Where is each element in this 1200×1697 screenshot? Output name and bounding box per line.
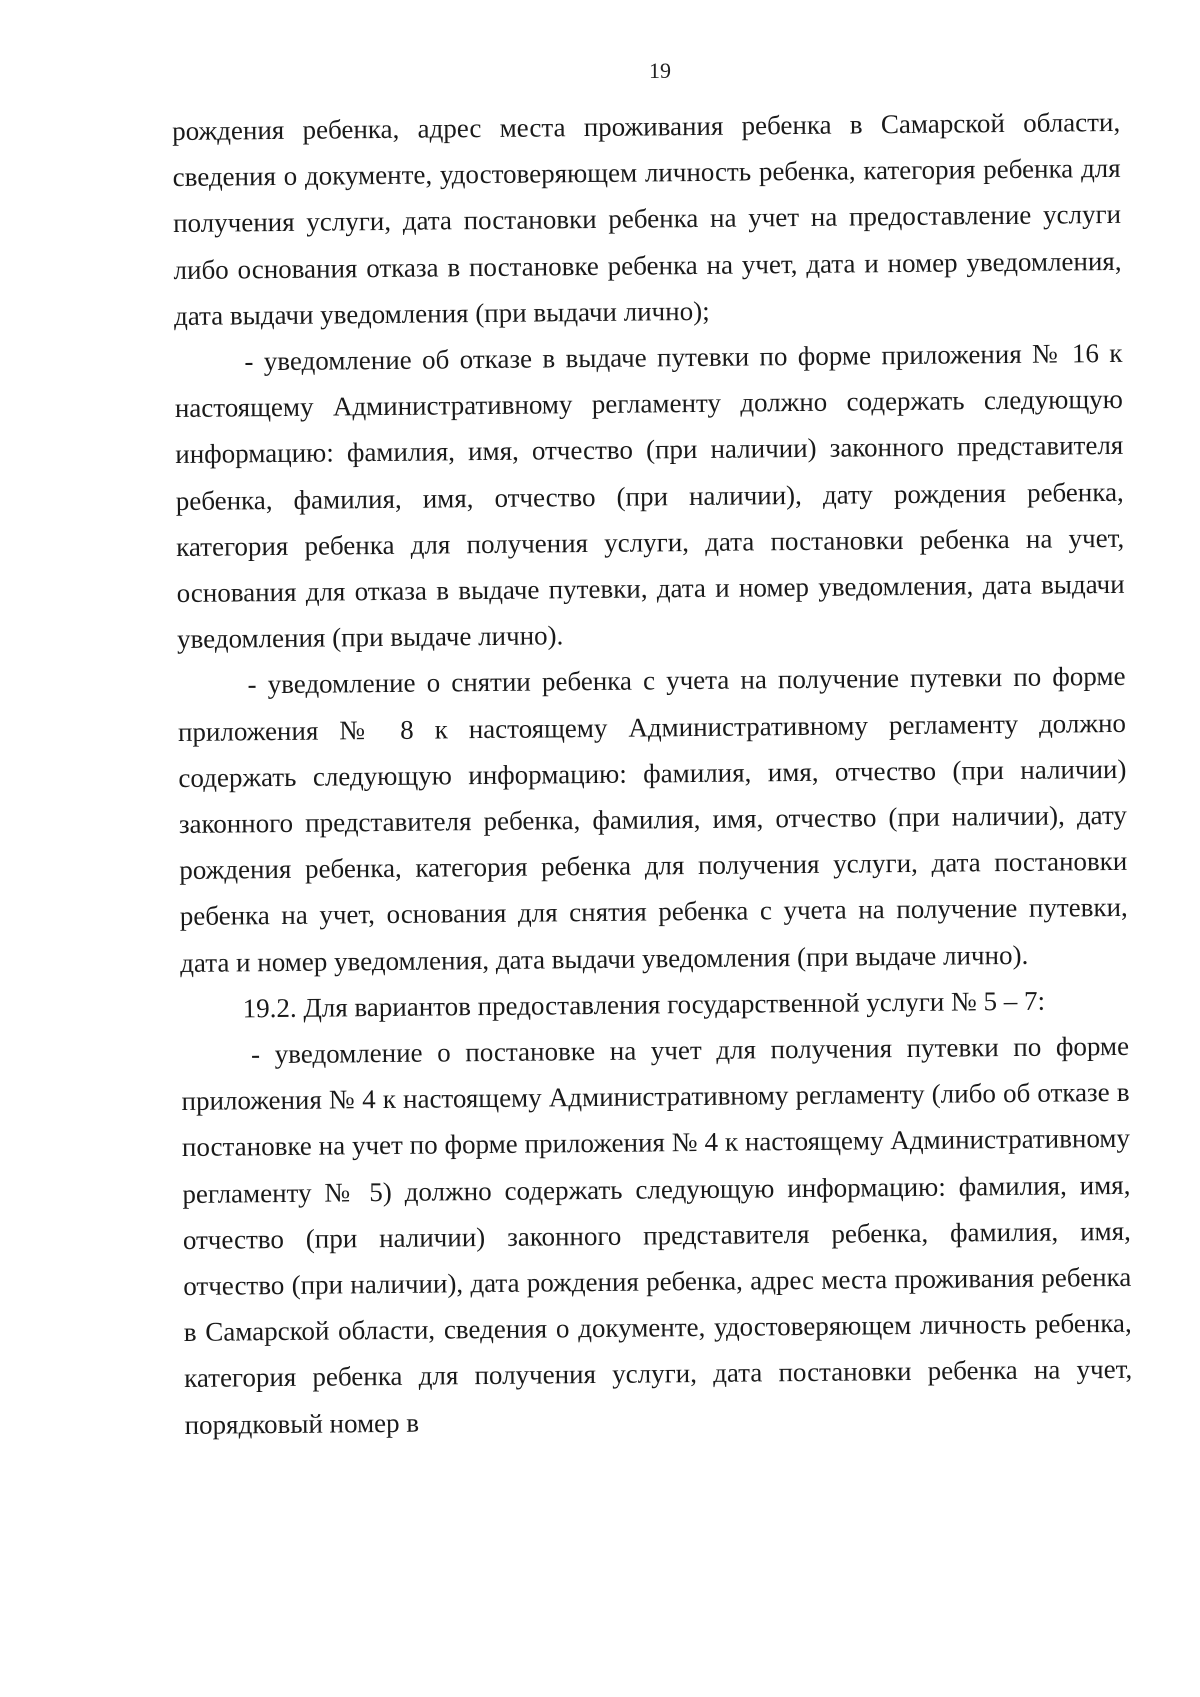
paragraph-refusal-notice: - уведомление об отказе в выдаче путевки по форме приложения № 16 к настоящему Административному регламенту должно содержать следующую информацию: фамилия, имя, отчество (при наличии) законного представителя ребенка, фамилия, имя, отчество (при наличии), дату рождения ребенка, категория ребенка для получения услуги, дата постановки ребенка на учет, основания для отказа в выдаче путевки, дата и номер уведомления, дата выдачи уведомления (при выдаче лично). xyxy=(174,337,1125,655)
paragraph-continuation: рождения ребенка, адрес места проживания ребенка в Самарской области, сведения о документе, удостоверяющем личность ребенка, категория ребенка для получения услуги, дата постановки ребенка на учет на предоставление услуги либо основания отказа в постановке ребенка на учет, дата и номер уведомления, дата выдачи уведомления (при выдачи лично); xyxy=(172,106,1122,331)
document-body xyxy=(172,99,1133,1448)
paragraph-removal-notice: - уведомление о снятии ребенка с учета на получение путевки по форме приложения № 8 к настоящему Административному регламенту должно содержать следующую информацию: фамилия, имя, отчество (при наличии) законного представителя ребенка, фамилия, имя, отчество (при наличии), дату рождения ребенка, категория ребенка для получения услуги, дата постановки ребенка на учет, основания для снятия ребенка с учета на получение путевки, дата и номер уведомления, дата выдачи уведомления (при выдаче лично). xyxy=(177,661,1128,978)
paragraph-registration-notice: - уведомление о постановке на учет для получения путевки по форме приложения № 4 к настоящему Административному регламенту (либо об отказе в постановке на учет по форме приложения № 4 к настоящему Административному регламенту № 5) должно содержать следующую информацию: фамилия, имя, отчество (при наличии) законного представителя ребенка, фамилия, имя, отчество (при наличии), дата рождения ребенка, адрес места проживания ребенка в Самарской области, сведения о документе, удостоверяющем личность ребенка, категория ребенка для получения услуги, дата постановки ребенка на учет, порядковый номер в xyxy=(181,1030,1133,1440)
section-heading-19-2: 19.2. Для вариантов предоставления государственной услуги № 5 – 7: xyxy=(242,985,1046,1024)
page-number: 19 xyxy=(649,58,671,83)
